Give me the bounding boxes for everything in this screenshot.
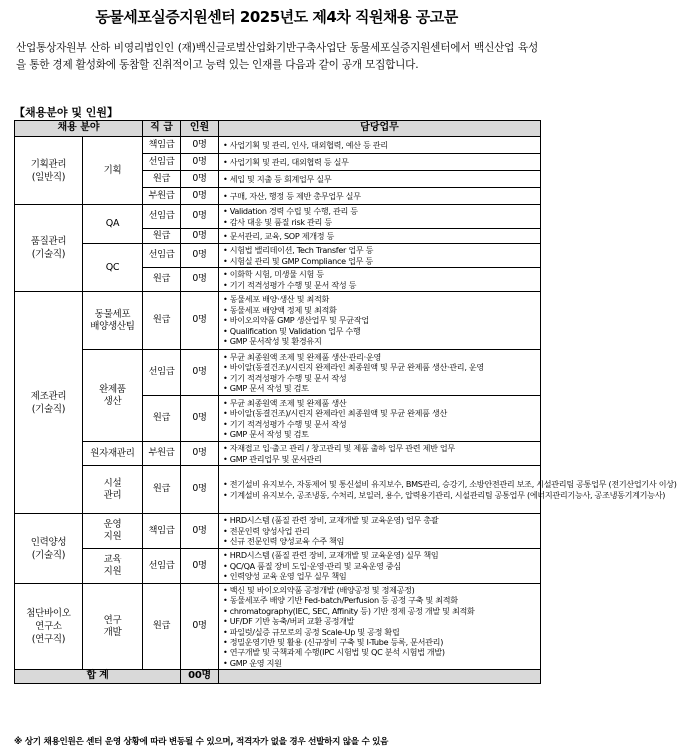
duty-cell [219, 514, 541, 549]
duty-cell [219, 549, 541, 584]
duty-cell [219, 244, 541, 268]
count-cell: 0명 [181, 205, 219, 229]
page-title: 동물세포실증지원센터 2025년도 제4차 직원채용 공고문 [95, 8, 458, 26]
dept-cell [83, 292, 143, 350]
group-cell [15, 584, 83, 670]
table-row [15, 292, 541, 350]
duty-line: • 시험실 관리 및 GMP Compliance 업무 등 [223, 255, 373, 266]
table-row [15, 350, 541, 396]
rank-cell: 선임급 [143, 549, 181, 584]
label-line: 관리 [103, 489, 122, 501]
duty-line: • 무균 최종원액 조제 및 완제품 생산 [223, 397, 347, 408]
table-row [15, 466, 541, 514]
duty-line: • 기계설비 유지보수, 공조냉동, 수처리, 보일러, 용수, 압력용기관리, 시설관리팀 공통업무 (에너지관리기능사, 공조냉동기계기능사) [223, 489, 666, 500]
total-row [15, 670, 541, 684]
count-cell: 0명 [181, 549, 219, 584]
group-cell [15, 292, 83, 514]
duty-line: • GMP 관리업무 및 문서관리 [223, 453, 322, 464]
total-label: 합 계 [15, 670, 181, 684]
table-row [15, 584, 541, 670]
recruitment-table [14, 120, 677, 684]
count-cell: 0명 [181, 466, 219, 514]
rank-cell: 원급 [143, 292, 181, 350]
rank-cell: 책임급 [143, 137, 181, 154]
group-cell [15, 137, 83, 205]
duty-line: • 무균 최종원액 조제 및 완제품 생산·관리·운영 [223, 351, 381, 362]
count-cell: 0명 [181, 229, 219, 244]
label-line: 지원 [103, 531, 122, 542]
label-line: 연구 [103, 614, 122, 626]
table-row [15, 442, 541, 466]
duty-cell [219, 442, 541, 466]
rank-cell: 선임급 [143, 154, 181, 171]
count-cell: 0명 [181, 171, 219, 188]
duty-line: • GMP 문서작성 및 환경유지 [223, 336, 322, 347]
count-cell: 0명 [181, 292, 219, 350]
duty-cell [219, 396, 541, 442]
header-duty: 담당업무 [219, 121, 541, 137]
table-header-row [15, 121, 541, 137]
label-line: 시설 [103, 477, 122, 489]
dept-cell [83, 244, 143, 292]
duty-cell [219, 229, 541, 244]
duty-line: • GMP 문서 작성 및 검토 [223, 382, 309, 393]
footnote: ※ 상기 채용인원은 센터 운영 상황에 따라 변동될 수 있으며, 적격자가 없을 경우 선발하지 않을 수 있음 [14, 737, 389, 747]
duty-line: • 문서관리, 교육, SOP 제개정 등 [223, 230, 335, 241]
duty-line: • 동물세포 배양·생산 및 최적화 [223, 294, 330, 305]
duty-line: • chromatography(IEC, SEC, Affinity 등) 기반 정제 공정 개발 및 최적화 [223, 605, 475, 616]
label-line: 연구소 [35, 621, 62, 632]
table-row [15, 205, 541, 229]
group-cell [15, 205, 83, 292]
dept-cell [83, 350, 143, 442]
duty-line: • 사업기획 및 관리, 인사, 대외협력, 예산 등 관리 [223, 139, 388, 150]
duty-line: • 시험법 밸리데이션, Tech Transfer 업무 등 [223, 245, 374, 256]
duty-line: • 신규 전문인력 양성교육 수주 책임 [223, 536, 345, 547]
duty-line: • GMP 문서 작성 및 검토 [223, 428, 309, 439]
label-line: 인력양성 [30, 536, 67, 548]
label-line: 원자재관리 [90, 447, 135, 459]
duty-cell [219, 292, 541, 350]
total-count: 00명 [181, 670, 219, 684]
duty-line: • 전기설비 유지보수, 자동제어 및 통신설비 유지보수, BMS관리, 승강기, 소방안전관리 보조, 시설관리팀 공통업무 (전기산업기사 이상) [223, 479, 677, 490]
count-cell: 0명 [181, 188, 219, 205]
duty-line: • HRD시스템 (품질 관련 장비, 교재개발 및 교육운영) 실무 책임 [223, 550, 439, 561]
label-line: 지원 [103, 566, 122, 577]
duty-line: • 기기 적격성평가 수행 및 문서 작성 [223, 418, 347, 429]
duty-line: • 세입 및 지출 등 회계업무 실무 [223, 173, 332, 184]
count-cell: 0명 [181, 154, 219, 171]
duty-cell [219, 584, 541, 670]
duty-cell [219, 188, 541, 205]
duty-line: • Qualification 및 Validation 업무 수행 [223, 325, 361, 336]
duty-line: • 구매, 자산, 행정 등 제반 총무업무 실무 [223, 190, 361, 201]
label-line: 품질관리 [30, 236, 67, 247]
duty-line: • 기기 적격성평가 수행 및 문서 작성 등 [223, 279, 357, 290]
label-line: (일반직) [31, 171, 66, 183]
rank-cell: 원급 [143, 396, 181, 442]
total-blank [219, 670, 541, 684]
label-line: (기술직) [31, 549, 66, 561]
rank-cell: 선임급 [143, 244, 181, 268]
duty-line: • 사업기획 및 관리, 대외협력 등 실무 [223, 156, 349, 167]
rank-cell: 선임급 [143, 205, 181, 229]
duty-line: • 전문인력 양성사업 관리 [223, 525, 310, 536]
label-line: (기술직) [31, 249, 66, 260]
label-line: 기획 [103, 164, 122, 176]
table-row [15, 244, 541, 268]
rank-cell: 원급 [143, 268, 181, 292]
label-line: 첨단바이오 [26, 608, 71, 619]
duty-line: • 동물세포주 배양 기반 Fed-batch/Perfusion 등 공정 구축 및 최적화 [223, 595, 458, 606]
label-line: 운영 [103, 519, 122, 530]
header-rank: 직 급 [143, 121, 181, 137]
count-cell: 0명 [181, 268, 219, 292]
dept-cell [83, 549, 143, 584]
count-cell: 0명 [181, 244, 219, 268]
rank-cell: 원급 [143, 229, 181, 244]
duty-line: • 감사 대응 및 품질 risk 관리 등 [223, 216, 332, 227]
header-count: 인원 [181, 121, 219, 137]
duty-line: • 바이알(동결건조)/시린지 완제라인 최종원액 및 무균 완제품 생산·관리, 운영 [223, 362, 484, 373]
duty-cell [219, 171, 541, 188]
dept-cell [83, 584, 143, 670]
rank-cell: 원급 [143, 584, 181, 670]
count-cell: 0명 [181, 137, 219, 154]
label-line: 생산 [103, 395, 122, 407]
label-line: 개발 [103, 626, 122, 638]
label-line: 배양생산팀 [90, 320, 135, 332]
section-heading: 【채용분야 및 인원】 [14, 106, 119, 119]
duty-cell [219, 137, 541, 154]
rank-cell: 부원급 [143, 442, 181, 466]
header-field: 채용 분야 [15, 121, 143, 137]
dept-cell [83, 205, 143, 244]
count-cell: 0명 [181, 396, 219, 442]
label-line: (연구직) [31, 634, 66, 645]
rank-cell: 부원급 [143, 188, 181, 205]
table-row [15, 514, 541, 549]
intro-paragraph: 산업통상자원부 산하 비영리법인인 (재)백신글로벌산업화기반구축사업단 동물세포실증지원센터에서 백신산업 육성을 통한 경제 활성화에 동참할 진취적이고 능력 있는 인재를 다음과 같이 공개 모집합니다. [16, 42, 538, 71]
label-line: QC [105, 261, 120, 273]
duty-line: • 백신 및 바이오의약품 공정개발 (배양공정 및 정제공정) [223, 584, 415, 595]
duty-cell [219, 466, 677, 514]
duty-line: • 자재접고 입·출고 관리 / 창고관리 및 제품 출하 업무 관련 제반 업무 [223, 443, 455, 454]
rank-cell: 원급 [143, 466, 181, 514]
duty-cell [219, 350, 541, 396]
duty-cell [219, 205, 541, 229]
label-line: 기획관리 [30, 158, 67, 170]
dept-cell [83, 137, 143, 205]
duty-cell [219, 268, 541, 292]
duty-line: • QC/QA 품질 장비 도입·운영·관리 및 교육운영 중심 [223, 560, 401, 571]
table-row [15, 549, 541, 584]
count-cell: 0명 [181, 442, 219, 466]
rank-cell: 책임급 [143, 514, 181, 549]
count-cell: 0명 [181, 350, 219, 396]
duty-line: • 바이알(동결건조)/시린지 완제라인 최종원액 및 무균 완제품 생산 [223, 408, 448, 419]
dept-cell [83, 514, 143, 549]
duty-line: • 파일럿/실증 규모로의 공정 Scale-Up 및 공정 확립 [223, 626, 400, 637]
duty-cell [219, 154, 541, 171]
label-line: 교육 [103, 554, 122, 565]
dept-cell [83, 442, 143, 466]
duty-line: • Validation 경력 수립 및 수행, 관리 등 [223, 206, 358, 217]
label-line: QA [105, 218, 120, 229]
duty-line: • 연구개발 및 국책과제 수행(IPC 시험법 및 QC 분석 시험법 개발) [223, 647, 445, 658]
duty-line: • 기기 적격성평가 수행 및 문서 작성 [223, 372, 347, 383]
count-cell: 0명 [181, 584, 219, 670]
table-row [15, 137, 541, 154]
dept-cell [83, 466, 143, 514]
duty-line: • GMP 운영 지원 [223, 657, 282, 668]
group-cell [15, 514, 83, 584]
duty-line: • 정밀운영기반 및 활용 (신규장비 구축 및 I-Tube 등록, 문서관리) [223, 636, 444, 647]
rank-cell: 선임급 [143, 350, 181, 396]
duty-line: • 바이오의약품 GMP 생산업무 및 무균작업 [223, 315, 369, 326]
label-line: 동물세포 [94, 308, 131, 320]
rank-cell: 원급 [143, 171, 181, 188]
duty-line: • HRD시스템 (품질 관련 장비, 교재개발 및 교육운영) 업무 총괄 [223, 515, 439, 526]
label-line: (기술직) [31, 403, 66, 415]
duty-line: • 이화학 시험, 미생물 시험 등 [223, 269, 324, 280]
label-line: 제조관리 [30, 390, 67, 402]
count-cell: 0명 [181, 514, 219, 549]
duty-line: • UF/DF 기반 농축/버퍼 교환 공정개발 [223, 616, 355, 627]
duty-line: • 동물세포 배양액 정제 및 최적화 [223, 304, 337, 315]
label-line: 완제품 [99, 383, 126, 395]
duty-line: • 인력양성 교육 운영 업무 실무 책임 [223, 571, 347, 582]
